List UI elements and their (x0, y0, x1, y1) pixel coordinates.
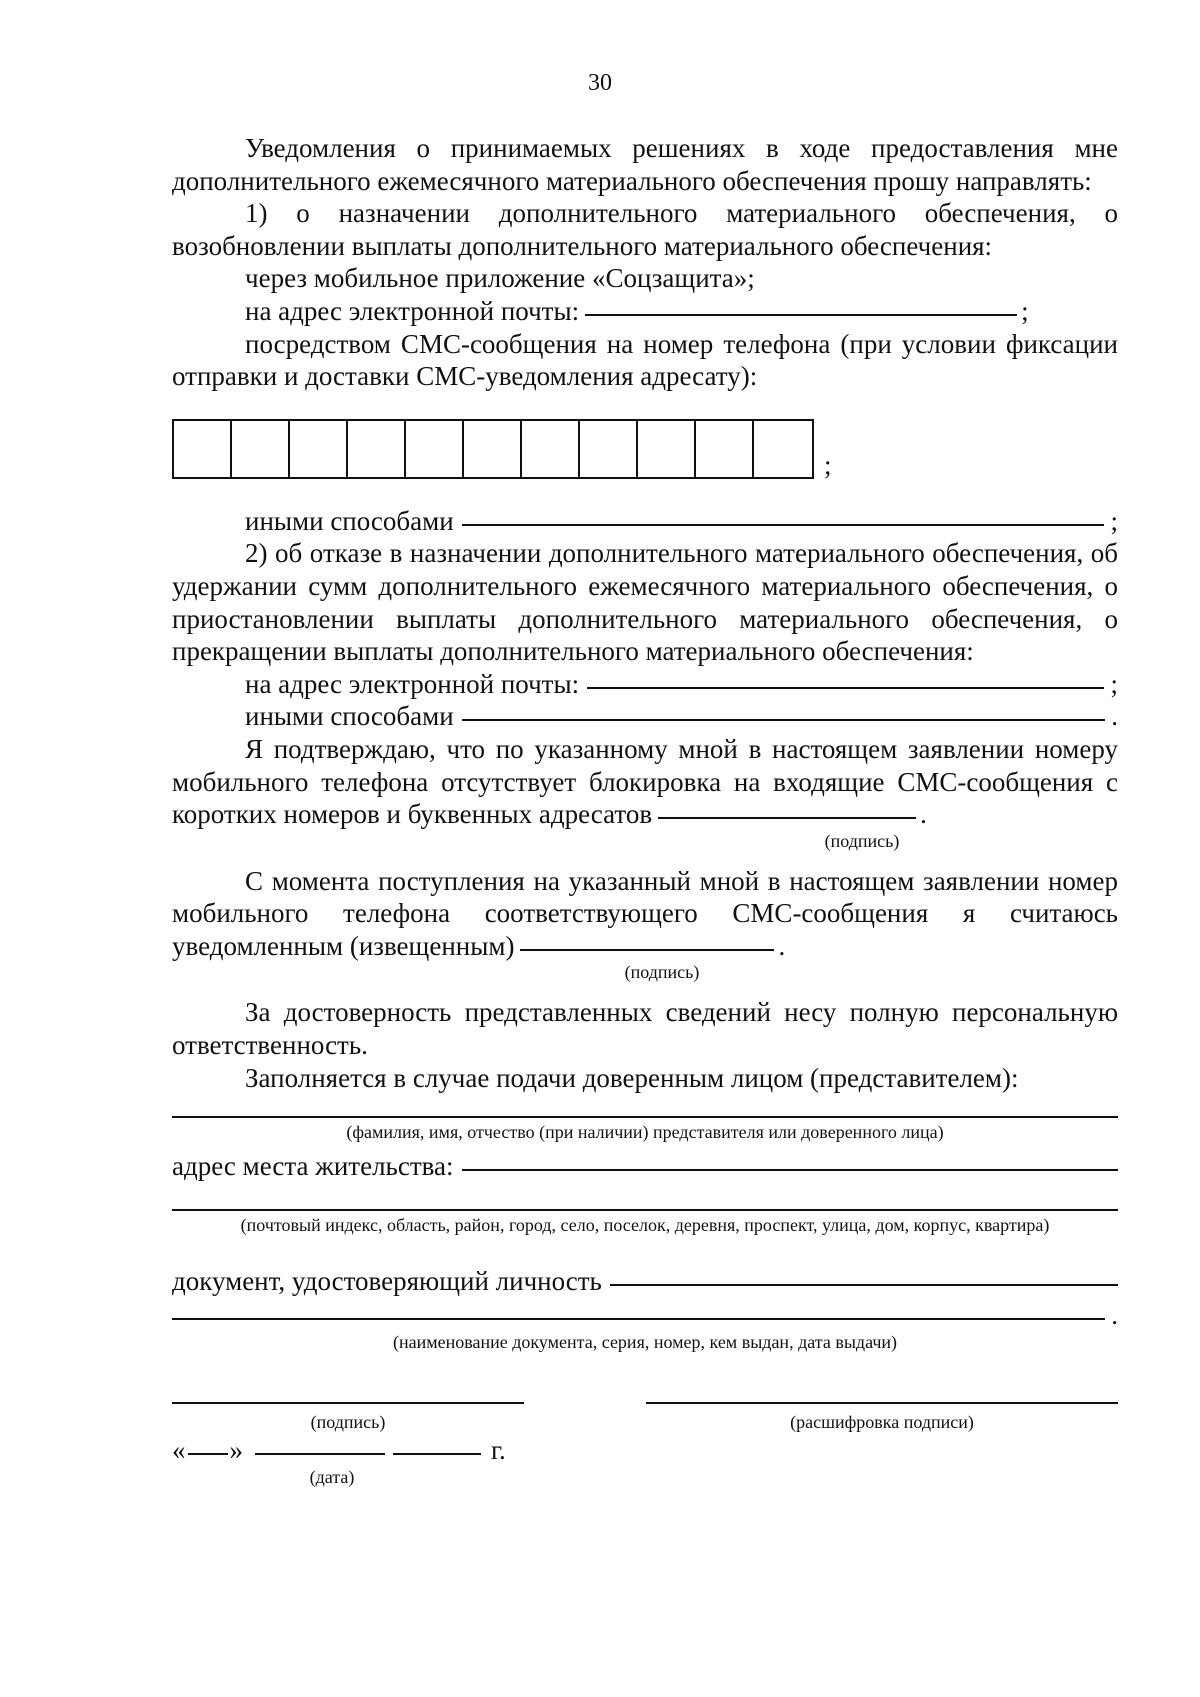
phone-digit-cell[interactable] (638, 421, 696, 477)
page-number: 30 (588, 70, 612, 96)
address-field[interactable] (462, 1169, 1118, 1171)
representative-name-field[interactable] (172, 1116, 1118, 1118)
phone-digit-cell[interactable] (348, 421, 406, 477)
id-document-row (172, 1265, 1118, 1298)
phone-digit-cell[interactable] (580, 421, 638, 477)
date-open-quote: « (172, 1435, 186, 1466)
phone-digit-cell[interactable] (696, 421, 754, 477)
id-document-row-2 (172, 1299, 1118, 1332)
representative-heading: Заполняется в случае подачи доверенным лицом (представителем): (245, 1062, 1019, 1093)
other-methods-field-2[interactable] (462, 719, 1106, 721)
representative-name-caption: (фамилия, имя, отчество (при наличии) представителя или доверенного лица) (346, 1122, 944, 1143)
email-row-1 (172, 295, 1118, 328)
other-label-2: иными способами (245, 701, 454, 732)
app-option: через мобильное приложение «Соцзащита»; (245, 263, 755, 294)
id-document-caption: (наименование документа, серия, номер, кем выдан, дата выдачи) (392, 1332, 898, 1353)
period: . (1111, 1300, 1118, 1331)
intro-paragraph: Уведомления о принимаемых решениях в ходе предоставления мне дополнительного ежемесячного материального обеспечения прошу направлять: (172, 133, 1118, 196)
phone-digit-cell[interactable] (290, 421, 348, 477)
email-field-1[interactable] (585, 314, 1017, 316)
semicolon: ; (1110, 505, 1118, 536)
period: . (920, 799, 927, 830)
year-suffix: г. (491, 1435, 506, 1466)
notified-paragraph (172, 865, 1118, 963)
signature-decoding-field[interactable] (646, 1402, 1118, 1404)
other-methods-row-2 (172, 700, 1118, 733)
notified-text: С момента поступления на указанный мной в настоящем заявлении номер мобильного телефона соответствующего СМС-сообщения я считаюсь уведомленным (извещенным) (172, 865, 1118, 961)
sms-option: посредством СМС-сообщения на номер телефона (при условии фиксации отправки и доставки СМС-уведомления адресату): (172, 328, 1118, 392)
phone-digit-cell[interactable] (464, 421, 522, 477)
form-content (172, 132, 1118, 1487)
date-day-field[interactable] (188, 1453, 228, 1455)
id-document-field-line-2[interactable] (172, 1318, 1105, 1320)
email-label-1: на адрес электронной почты: (245, 295, 580, 326)
confirm-signature-caption: (подпись) (824, 830, 900, 851)
address-caption: (почтовый индекс, область, район, город, село, поселок, деревня, проспект, улица, дом, корпус, квартира) (240, 1214, 1050, 1235)
semicolon: ; (1021, 295, 1029, 326)
email-label-2: на адрес электронной почты: (245, 668, 580, 699)
other-methods-field-1[interactable] (462, 524, 1105, 526)
phone-digit-cell[interactable] (406, 421, 464, 477)
confirm-text: Я подтверждаю, что по указанному мной в настоящем заявлении номеру мобильного телефона отсутствует блокировка на входящие СМС-сообщения с коротких номеров и буквенных адресатов (172, 733, 1118, 830)
phone-digit-cell[interactable] (232, 421, 290, 477)
address-label: адрес места жительства: (172, 1151, 454, 1182)
notified-signature-caption: (подпись) (624, 962, 700, 983)
phone-digit-cell[interactable] (522, 421, 580, 477)
other-methods-row-1 (172, 505, 1118, 538)
date-close-quote: » (229, 1435, 243, 1466)
other-label-1: иными способами (245, 505, 454, 536)
decoding-column (646, 1402, 1118, 1432)
phone-number-grid (172, 419, 1118, 479)
signature-field[interactable] (172, 1402, 524, 1404)
confirm-paragraph (172, 733, 1118, 831)
phone-digit-cell[interactable] (174, 421, 232, 477)
id-document-label: документ, удостоверяющий личность (172, 1265, 602, 1296)
confirm-signature-field[interactable] (658, 817, 916, 819)
date-month-field[interactable] (255, 1453, 385, 1455)
item2-paragraph: 2) об отказе в назначении дополнительного материального обеспечения, об удержании сумм дополнительного ежемесячного материального обеспечения, о приостановлении выплаты дополнительного материального обеспечения, о прекращении выплаты дополнительного материального обеспечения: (172, 538, 1118, 667)
address-row (172, 1150, 1118, 1183)
responsibility-paragraph: За достоверность представленных сведений несу полную персональную ответственность. (172, 997, 1118, 1061)
semicolon: ; (824, 449, 832, 480)
date-row (172, 1434, 1118, 1467)
semicolon: ; (1110, 668, 1118, 699)
email-row-2 (172, 668, 1118, 701)
email-field-2[interactable] (587, 687, 1104, 689)
decoding-caption: (расшифровка подписи) (790, 1412, 974, 1433)
signature-caption: (подпись) (310, 1412, 386, 1433)
date-caption: (дата) (309, 1466, 355, 1487)
period: . (778, 930, 786, 961)
signature-block (172, 1402, 1118, 1432)
period: . (1111, 701, 1118, 732)
item1-paragraph: 1) о назначении дополнительного материального обеспечения, о возобновлении выплаты дополнительного материального обеспечения: (172, 198, 1118, 261)
address-field-line-2[interactable] (172, 1209, 1118, 1211)
signature-column (172, 1402, 524, 1432)
notified-signature-field[interactable] (520, 949, 774, 951)
id-document-field[interactable] (610, 1284, 1118, 1286)
date-year-field[interactable] (393, 1453, 481, 1455)
phone-digit-cell[interactable] (754, 421, 812, 477)
